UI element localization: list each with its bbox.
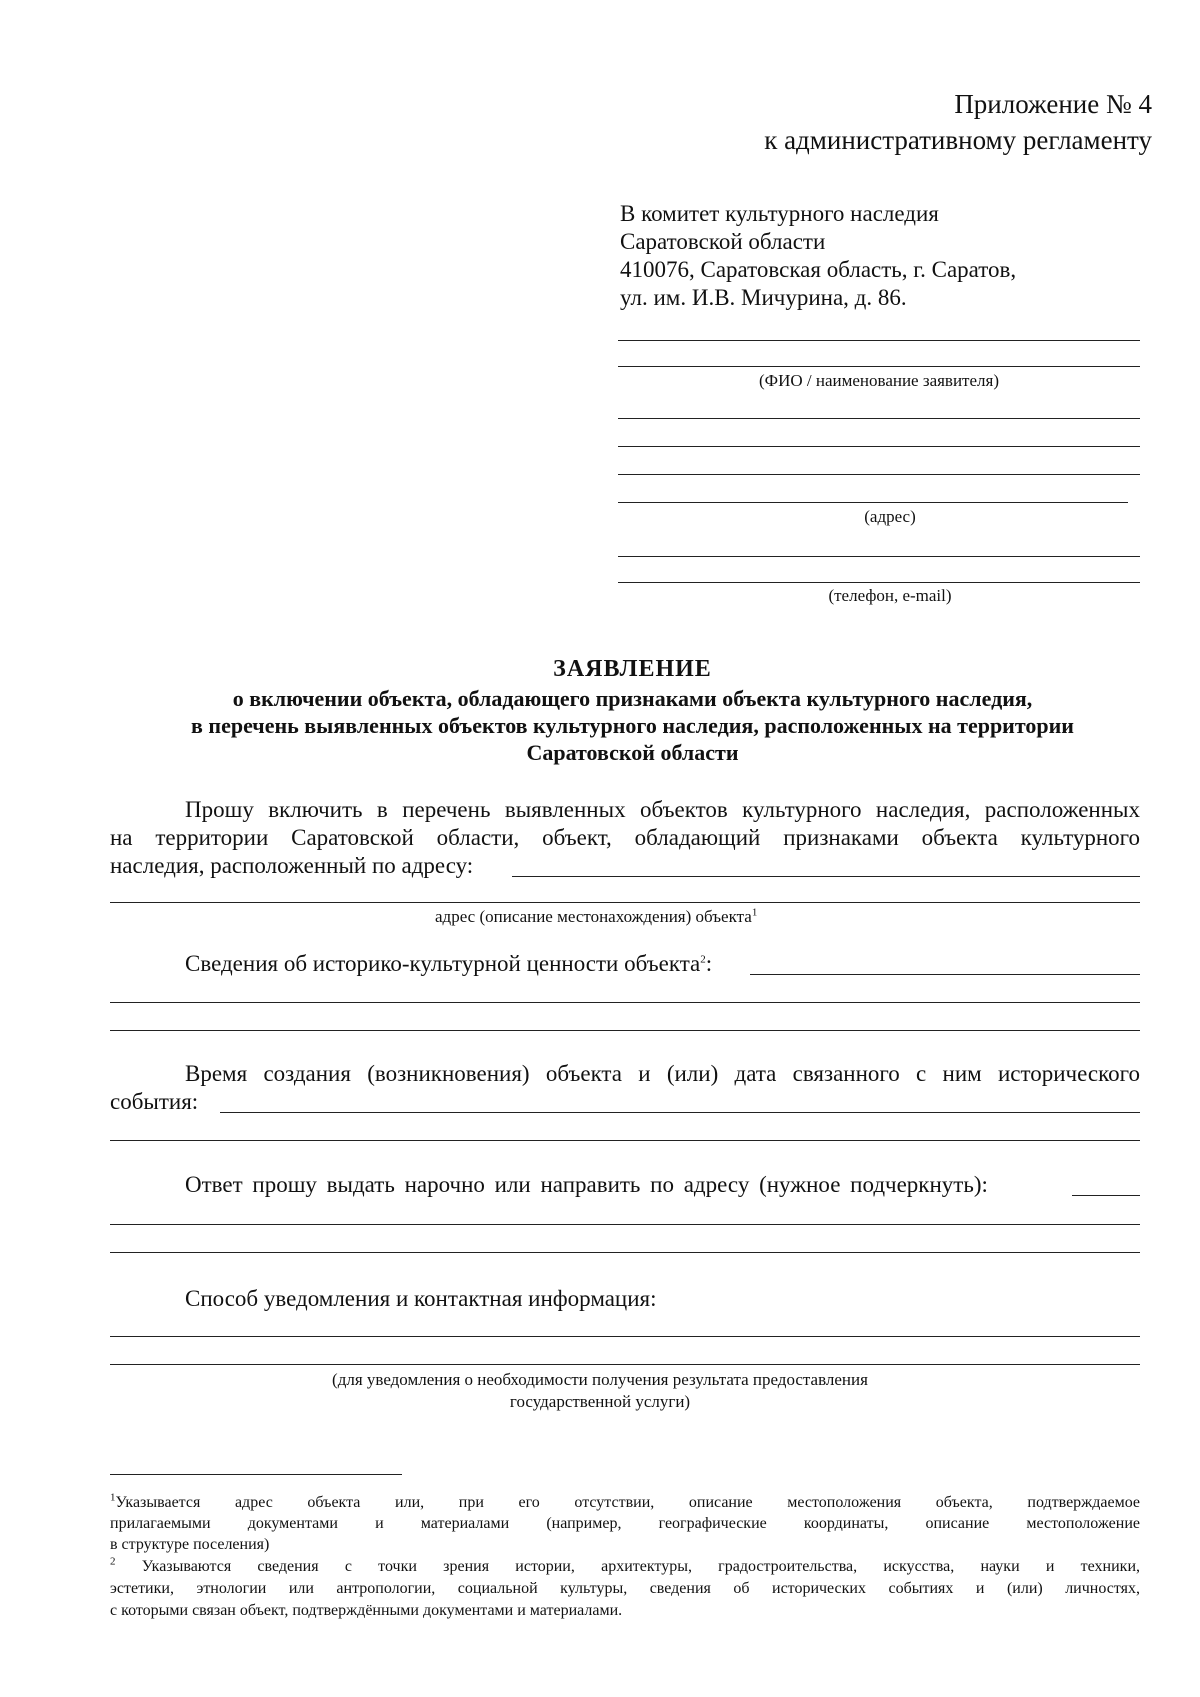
footnote-2-line-2: эстетики, этнологии или антропологии, социальной культуры, сведения об исторических событиях и (или) личностях, xyxy=(110,1580,1140,1597)
footnote-2-line-3: с которыми связан объект, подтверждёнными документами и материалами. xyxy=(110,1602,623,1619)
cultural-value-colon: : xyxy=(705,951,713,976)
applicant-caption: (ФИО / наименование заявителя) xyxy=(759,371,999,390)
footnote-separator xyxy=(110,1474,402,1475)
creation-time-line-1: Время создания (возникновения) объекта и (или) дата связанного с ним исторического xyxy=(185,1061,1140,1086)
address-field-2[interactable] xyxy=(618,446,1140,447)
addressee-line-4: ул. им. И.В. Мичурина, д. 86. xyxy=(620,285,907,310)
applicant-name-field-1[interactable] xyxy=(618,340,1140,341)
appendix-title: Приложение № 4 xyxy=(954,89,1152,119)
notification-caption-line-1: (для уведомления о необходимости получения результата предоставления xyxy=(332,1370,868,1389)
footnote-ref-1: 1 xyxy=(751,906,758,919)
notification-field-2[interactable] xyxy=(110,1364,1140,1365)
address-caption: (адрес) xyxy=(864,507,916,526)
cultural-value-label xyxy=(185,950,712,978)
addressee-line-3: 410076, Саратовская область, г. Саратов, xyxy=(620,257,1017,282)
addressee-line-1: В комитет культурного наследия xyxy=(620,201,939,226)
document-subtitle-2: в перечень выявленных объектов культурного наследия, расположенных на территории xyxy=(191,713,1074,738)
footnote-1-line-2: прилагаемыми документами и материалами (например, географические координаты, описание местоположение xyxy=(110,1515,1140,1532)
reply-method-field-1[interactable] xyxy=(1072,1195,1140,1196)
cultural-value-field-2[interactable] xyxy=(110,1002,1140,1003)
address-field-1[interactable] xyxy=(618,418,1140,419)
notification-label: Способ уведомления и контактная информация: xyxy=(185,1286,657,1311)
address-field-3[interactable] xyxy=(618,474,1140,475)
addressee-line-2: Саратовской области xyxy=(620,229,826,254)
footnote-2-line-1 xyxy=(110,1556,1140,1577)
document-subtitle-1: о включении объекта, обладающего признаками объекта культурного наследия, xyxy=(232,686,1033,711)
address-field-4[interactable] xyxy=(618,502,1128,503)
footnote-2-line-1-text: Указываются сведения с точки зрения истории, архитектуры, градостроительства, искусства, науки и техники, xyxy=(141,1558,1141,1575)
notification-field-1[interactable] xyxy=(110,1336,1140,1337)
reply-method-label: Ответ прошу выдать нарочно или направить по адресу (нужное подчеркнуть): xyxy=(185,1172,988,1197)
footnote-1-line-1-text: Указывается адрес объекта или, при его отсутствии, описание местоположения объекта, подтверждаемое xyxy=(115,1494,1140,1511)
cultural-value-field-3[interactable] xyxy=(110,1030,1140,1031)
creation-time-field-2[interactable] xyxy=(110,1140,1140,1141)
contact-field-1[interactable] xyxy=(618,556,1140,557)
reply-method-field-2[interactable] xyxy=(110,1224,1140,1225)
paragraph-1-line-2: на территории Саратовской области, объект, обладающий признаками объекта культурного xyxy=(110,825,1140,850)
object-address-field-1[interactable] xyxy=(512,876,1140,877)
creation-time-line-2: события: xyxy=(110,1089,199,1114)
object-address-caption xyxy=(435,906,757,928)
cultural-value-field-1[interactable] xyxy=(750,974,1140,975)
reply-method-field-3[interactable] xyxy=(110,1252,1140,1253)
document-subtitle-3: Саратовской области xyxy=(526,740,739,765)
paragraph-1-line-3: наследия, расположенный по адресу: xyxy=(110,853,474,878)
contact-caption: (телефон, e-mail) xyxy=(828,586,952,605)
creation-time-field-1[interactable] xyxy=(220,1112,1140,1113)
regulation-subtitle: к административному регламенту xyxy=(764,125,1152,155)
object-address-field-2[interactable] xyxy=(110,902,1140,903)
contact-field-2[interactable] xyxy=(618,582,1140,583)
footnote-2-mark: 2 xyxy=(110,1555,116,1568)
document-title: ЗАЯВЛЕНИЕ xyxy=(553,656,712,682)
footnote-ref-2: 2 xyxy=(700,953,706,966)
footnote-1-line-1 xyxy=(110,1492,1140,1513)
notification-caption-line-2: государственной услуги) xyxy=(509,1392,691,1411)
footnote-1-line-3: в структуре поселения) xyxy=(110,1536,270,1553)
object-address-caption-text: адрес (описание местонахождения) объекта xyxy=(435,907,752,926)
cultural-value-label-text: Сведения об историко-культурной ценности объекта xyxy=(185,951,701,976)
footnote-1-mark: 1 xyxy=(110,1491,116,1504)
applicant-name-field-2[interactable] xyxy=(618,366,1140,367)
paragraph-1-line-1: Прошу включить в перечень выявленных объектов культурного наследия, расположенных xyxy=(185,797,1140,822)
